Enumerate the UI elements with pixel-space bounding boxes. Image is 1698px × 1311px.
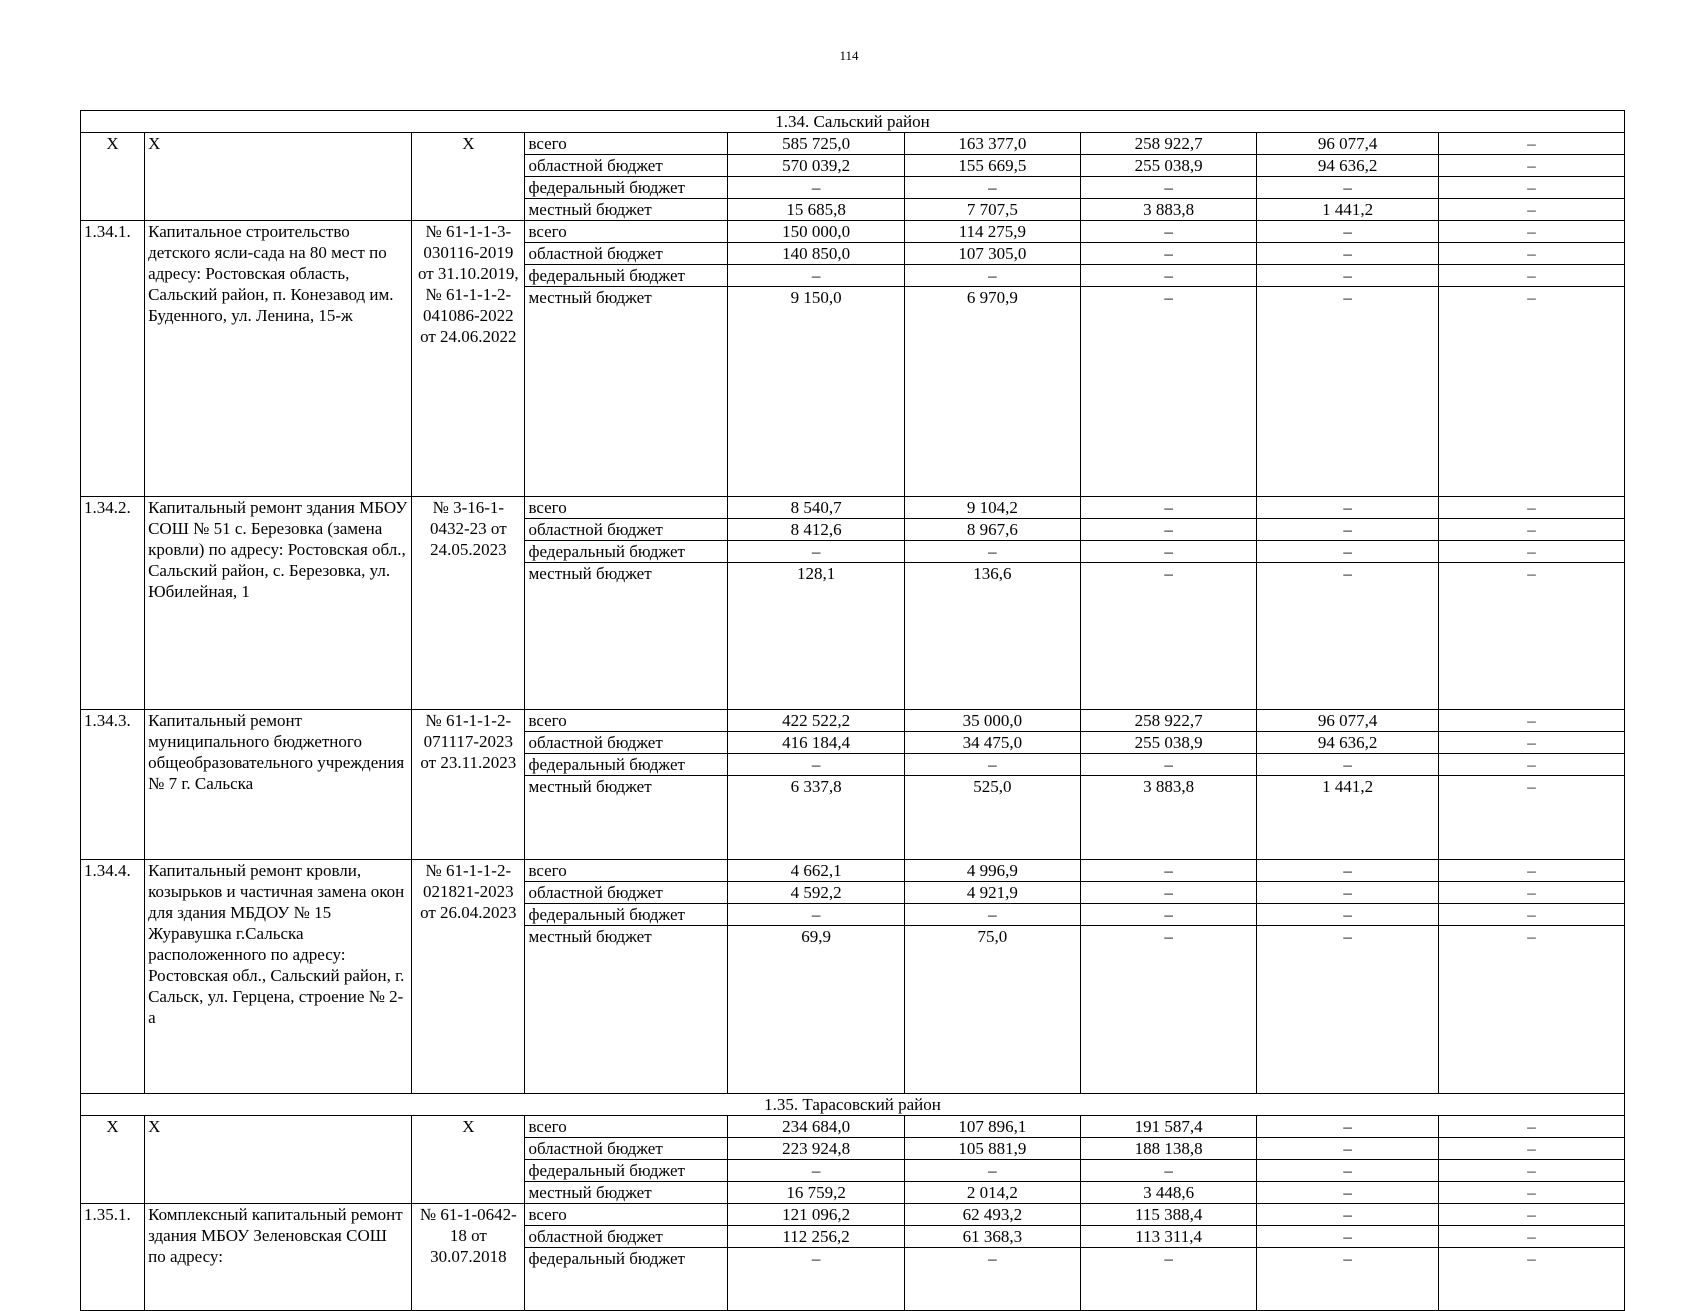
amount-cell: 163 377,0 <box>904 133 1080 155</box>
amount-cell: 34 475,0 <box>904 732 1080 754</box>
amount-cell: 107 305,0 <box>904 243 1080 265</box>
funding-source-cell: областной бюджет <box>525 519 728 541</box>
funding-source-cell: местный бюджет <box>525 563 728 710</box>
amount-cell: – <box>1257 243 1439 265</box>
amount-cell: 4 662,1 <box>728 860 904 882</box>
item-code-cell: 1.35.1. <box>81 1204 145 1311</box>
amount-cell: – <box>1081 1160 1257 1182</box>
amount-cell: – <box>1438 497 1624 519</box>
funding-source-cell: областной бюджет <box>525 1138 728 1160</box>
amount-cell: – <box>1257 1138 1439 1160</box>
amount-cell: – <box>1257 541 1439 563</box>
amount-cell: – <box>1081 882 1257 904</box>
amount-cell: 223 924,8 <box>728 1138 904 1160</box>
amount-cell: – <box>1257 563 1439 710</box>
amount-cell: – <box>1438 563 1624 710</box>
amount-cell: – <box>1438 926 1624 1094</box>
amount-cell: 1 441,2 <box>1257 776 1439 860</box>
funding-source-cell: всего <box>525 860 728 882</box>
item-name-cell: X <box>145 1116 412 1204</box>
amount-cell: – <box>1438 1182 1624 1204</box>
section-title: 1.34. Сальский район <box>81 111 1625 133</box>
funding-source-cell: местный бюджет <box>525 1182 728 1204</box>
amount-cell: 255 038,9 <box>1081 732 1257 754</box>
funding-source-cell: местный бюджет <box>525 287 728 497</box>
item-code-cell: X <box>81 133 145 221</box>
amount-cell: 105 881,9 <box>904 1138 1080 1160</box>
funding-source-cell: местный бюджет <box>525 199 728 221</box>
table-row <box>81 1116 1625 1138</box>
item-name-cell: Капитальный ремонт муниципального бюджетного общеобразовательного учреждения № 7 г. Сальска <box>145 710 412 860</box>
amount-cell: – <box>728 177 904 199</box>
amount-cell: 9 150,0 <box>728 287 904 497</box>
amount-cell: 3 883,8 <box>1081 776 1257 860</box>
amount-cell: – <box>1438 904 1624 926</box>
permit-doc-cell: № 61-1-0642-18 от 30.07.2018 <box>412 1204 525 1311</box>
amount-cell: 8 540,7 <box>728 497 904 519</box>
amount-cell: 62 493,2 <box>904 1204 1080 1226</box>
amount-cell: 94 636,2 <box>1257 732 1439 754</box>
amount-cell: 255 038,9 <box>1081 155 1257 177</box>
amount-cell: – <box>1438 1160 1624 1182</box>
amount-cell: – <box>1081 926 1257 1094</box>
amount-cell: 61 368,3 <box>904 1226 1080 1248</box>
amount-cell: 69,9 <box>728 926 904 1094</box>
amount-cell: – <box>1081 497 1257 519</box>
funding-source-cell: местный бюджет <box>525 926 728 1094</box>
amount-cell: 6 337,8 <box>728 776 904 860</box>
table-row <box>81 860 1625 882</box>
table-row <box>81 497 1625 519</box>
amount-cell: – <box>1438 1226 1624 1248</box>
amount-cell: 96 077,4 <box>1257 710 1439 732</box>
amount-cell: – <box>728 265 904 287</box>
amount-cell: – <box>1257 497 1439 519</box>
amount-cell: 3 448,6 <box>1081 1182 1257 1204</box>
amount-cell: – <box>1257 904 1439 926</box>
item-code-cell: 1.34.4. <box>81 860 145 1094</box>
amount-cell: 107 896,1 <box>904 1116 1080 1138</box>
funding-source-cell: федеральный бюджет <box>525 754 728 776</box>
amount-cell: – <box>904 541 1080 563</box>
permit-doc-cell: № 61-1-1-2-071117-2023 от 23.11.2023 <box>412 710 525 860</box>
funding-source-cell: федеральный бюджет <box>525 904 728 926</box>
permit-doc-cell: № 3-16-1-0432-23 от 24.05.2023 <box>412 497 525 710</box>
amount-cell: 15 685,8 <box>728 199 904 221</box>
amount-cell: – <box>1438 221 1624 243</box>
funding-source-cell: федеральный бюджет <box>525 1160 728 1182</box>
amount-cell: 188 138,8 <box>1081 1138 1257 1160</box>
amount-cell: – <box>1081 221 1257 243</box>
amount-cell: 258 922,7 <box>1081 133 1257 155</box>
amount-cell: – <box>1081 754 1257 776</box>
amount-cell: – <box>1438 1116 1624 1138</box>
permit-doc-cell: № 61-1-1-2-021821-2023 от 26.04.2023 <box>412 860 525 1094</box>
amount-cell: – <box>1257 926 1439 1094</box>
funding-source-cell: местный бюджет <box>525 776 728 860</box>
amount-cell: – <box>1257 265 1439 287</box>
amount-cell: 525,0 <box>904 776 1080 860</box>
amount-cell: 191 587,4 <box>1081 1116 1257 1138</box>
amount-cell: – <box>1438 1248 1624 1311</box>
amount-cell: 585 725,0 <box>728 133 904 155</box>
amount-cell: – <box>1438 519 1624 541</box>
amount-cell: 115 388,4 <box>1081 1204 1257 1226</box>
funding-source-cell: всего <box>525 497 728 519</box>
amount-cell: 7 707,5 <box>904 199 1080 221</box>
section-header-row <box>81 111 1625 133</box>
amount-cell: – <box>1438 1204 1624 1226</box>
amount-cell: – <box>1081 1248 1257 1311</box>
amount-cell: – <box>1257 1182 1439 1204</box>
amount-cell: – <box>1081 563 1257 710</box>
amount-cell: – <box>1257 519 1439 541</box>
amount-cell: 570 039,2 <box>728 155 904 177</box>
permit-doc-cell: X <box>412 133 525 221</box>
amount-cell: – <box>728 541 904 563</box>
amount-cell: – <box>728 904 904 926</box>
table-row <box>81 1204 1625 1226</box>
amount-cell: – <box>1257 221 1439 243</box>
amount-cell: – <box>1257 177 1439 199</box>
amount-cell: – <box>904 904 1080 926</box>
amount-cell: – <box>1438 882 1624 904</box>
table-row <box>81 133 1625 155</box>
amount-cell: 8 967,6 <box>904 519 1080 541</box>
funding-source-cell: областной бюджет <box>525 243 728 265</box>
amount-cell: – <box>1257 860 1439 882</box>
funding-source-cell: федеральный бюджет <box>525 1248 728 1311</box>
amount-cell: 94 636,2 <box>1257 155 1439 177</box>
amount-cell: – <box>1257 287 1439 497</box>
amount-cell: – <box>1081 904 1257 926</box>
permit-doc-cell: № 61-1-1-3-030116-2019 от 31.10.2019, № 61-1-1-2-041086-2022 от 24.06.2022 <box>412 221 525 497</box>
amount-cell: – <box>1438 776 1624 860</box>
amount-cell: 3 883,8 <box>1081 199 1257 221</box>
amount-cell: 234 684,0 <box>728 1116 904 1138</box>
amount-cell: – <box>1081 265 1257 287</box>
amount-cell: – <box>1438 754 1624 776</box>
item-code-cell: 1.34.3. <box>81 710 145 860</box>
funding-source-cell: всего <box>525 710 728 732</box>
amount-cell: – <box>1081 177 1257 199</box>
amount-cell: 96 077,4 <box>1257 133 1439 155</box>
amount-cell: – <box>1081 541 1257 563</box>
amount-cell: – <box>1081 519 1257 541</box>
amount-cell: 136,6 <box>904 563 1080 710</box>
amount-cell: – <box>1438 199 1624 221</box>
amount-cell: – <box>728 754 904 776</box>
amount-cell: – <box>1257 1248 1439 1311</box>
amount-cell: – <box>728 1248 904 1311</box>
amount-cell: 75,0 <box>904 926 1080 1094</box>
amount-cell: 121 096,2 <box>728 1204 904 1226</box>
amount-cell: – <box>1438 1138 1624 1160</box>
funding-source-cell: федеральный бюджет <box>525 177 728 199</box>
amount-cell: 6 970,9 <box>904 287 1080 497</box>
amount-cell: – <box>1438 287 1624 497</box>
item-name-cell: Капитальное строительство детского ясли-сада на 80 мест по адресу: Ростовская область, Сальский район, п. Конезавод им. Буденного, ул. Ленина, 15-ж <box>145 221 412 497</box>
amount-cell: 128,1 <box>728 563 904 710</box>
amount-cell: – <box>728 1160 904 1182</box>
funding-source-cell: всего <box>525 1116 728 1138</box>
table-row <box>81 221 1625 243</box>
amount-cell: – <box>1081 243 1257 265</box>
funding-source-cell: федеральный бюджет <box>525 265 728 287</box>
amount-cell: – <box>1257 1160 1439 1182</box>
table-body <box>81 111 1625 1311</box>
item-code-cell: X <box>81 1116 145 1204</box>
funding-source-cell: всего <box>525 221 728 243</box>
amount-cell: 416 184,4 <box>728 732 904 754</box>
item-code-cell: 1.34.2. <box>81 497 145 710</box>
amount-cell: – <box>1438 265 1624 287</box>
amount-cell: – <box>1438 732 1624 754</box>
amount-cell: – <box>1438 710 1624 732</box>
budget-table <box>80 110 1625 1311</box>
funding-source-cell: всего <box>525 1204 728 1226</box>
funding-source-cell: федеральный бюджет <box>525 541 728 563</box>
amount-cell: – <box>1438 860 1624 882</box>
amount-cell: – <box>1081 860 1257 882</box>
amount-cell: – <box>1438 541 1624 563</box>
amount-cell: – <box>1438 177 1624 199</box>
amount-cell: – <box>904 754 1080 776</box>
amount-cell: – <box>1438 155 1624 177</box>
amount-cell: – <box>1257 1116 1439 1138</box>
amount-cell: 150 000,0 <box>728 221 904 243</box>
amount-cell: – <box>1257 882 1439 904</box>
item-name-cell: Капитальный ремонт кровли, козырьков и частичная замена окон для здания МБДОУ № 15 Журавушка г.Сальска расположенного по адресу: Ростовская обл., Сальский район, г. Сальск, ул. Герцена, строение № 2-а <box>145 860 412 1094</box>
item-name-cell: X <box>145 133 412 221</box>
item-name-cell: Комплексный капитальный ремонт здания МБОУ Зеленовская СОШ по адресу: <box>145 1204 412 1311</box>
amount-cell: 4 921,9 <box>904 882 1080 904</box>
funding-source-cell: областной бюджет <box>525 1226 728 1248</box>
amount-cell: 422 522,2 <box>728 710 904 732</box>
amount-cell: – <box>904 265 1080 287</box>
amount-cell: 9 104,2 <box>904 497 1080 519</box>
section-header-row <box>81 1094 1625 1116</box>
amount-cell: – <box>1257 1204 1439 1226</box>
table-row <box>81 710 1625 732</box>
amount-cell: 1 441,2 <box>1257 199 1439 221</box>
page-number: 114 <box>839 48 859 63</box>
permit-doc-cell: X <box>412 1116 525 1204</box>
funding-source-cell: всего <box>525 133 728 155</box>
amount-cell: 113 311,4 <box>1081 1226 1257 1248</box>
amount-cell: 112 256,2 <box>728 1226 904 1248</box>
amount-cell: – <box>904 1160 1080 1182</box>
amount-cell: – <box>1257 1226 1439 1248</box>
amount-cell: 4 996,9 <box>904 860 1080 882</box>
amount-cell: – <box>904 1248 1080 1311</box>
amount-cell: – <box>1081 287 1257 497</box>
item-name-cell: Капитальный ремонт здания МБОУ СОШ № 51 с. Березовка (замена кровли) по адресу: Ростовская обл., Сальский район, с. Березовка, ул. Юбилейная, 1 <box>145 497 412 710</box>
funding-source-cell: областной бюджет <box>525 155 728 177</box>
amount-cell: 8 412,6 <box>728 519 904 541</box>
funding-source-cell: областной бюджет <box>525 732 728 754</box>
amount-cell: 2 014,2 <box>904 1182 1080 1204</box>
amount-cell: 140 850,0 <box>728 243 904 265</box>
amount-cell: – <box>1438 133 1624 155</box>
item-code-cell: 1.34.1. <box>81 221 145 497</box>
amount-cell: – <box>1438 243 1624 265</box>
amount-cell: 4 592,2 <box>728 882 904 904</box>
section-title: 1.35. Тарасовский район <box>81 1094 1625 1116</box>
funding-source-cell: областной бюджет <box>525 882 728 904</box>
amount-cell: 155 669,5 <box>904 155 1080 177</box>
amount-cell: 114 275,9 <box>904 221 1080 243</box>
amount-cell: 35 000,0 <box>904 710 1080 732</box>
amount-cell: 258 922,7 <box>1081 710 1257 732</box>
amount-cell: – <box>1257 754 1439 776</box>
amount-cell: 16 759,2 <box>728 1182 904 1204</box>
amount-cell: – <box>904 177 1080 199</box>
